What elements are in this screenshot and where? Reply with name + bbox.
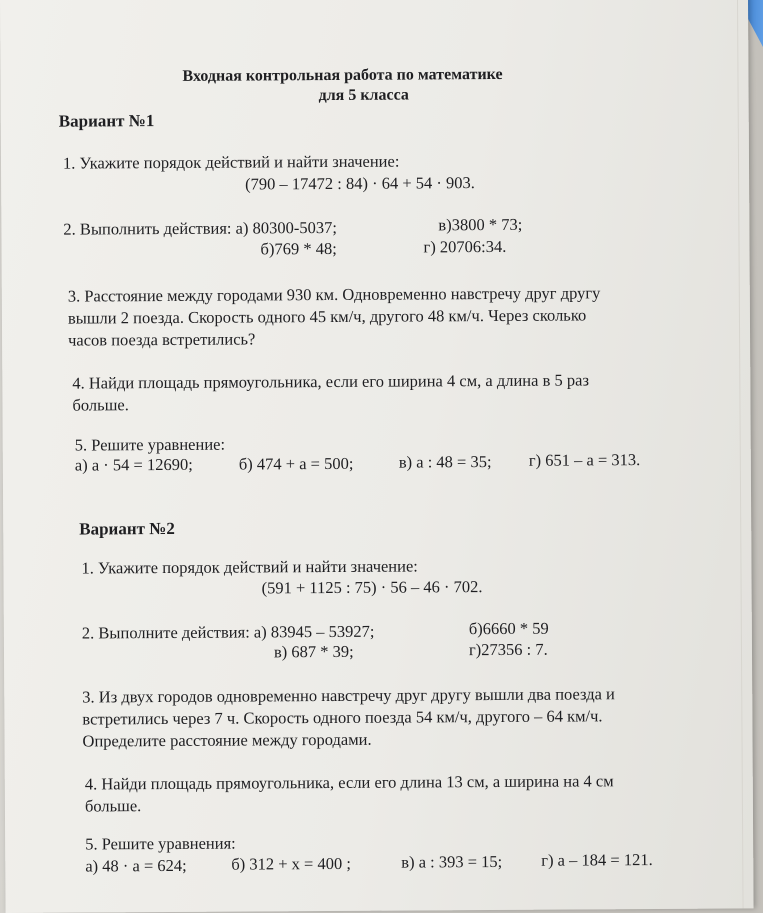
v2-q4-line2: больше. (84, 796, 142, 816)
v2-q5-a: а) 48 · а = 624; (85, 855, 187, 876)
v1-q5-b: б) 474 + а = 500; (238, 453, 354, 474)
v1-q5-v: в) а : 48 = 35; (398, 452, 492, 472)
v1-q2-b: б)769 * 48; (260, 238, 337, 259)
v2-q5-v: в) а : 393 = 15; (401, 851, 503, 872)
v2-q2-text: 2. Выполните действия: а) 83945 – 53927; (81, 621, 375, 643)
v2-q5-text: 5. Решите уравнения: (85, 833, 236, 854)
v1-q4-line2: больше. (72, 395, 129, 415)
page-subtitle: для 5 класса (318, 86, 409, 105)
v2-q1-expression: (591 + 1125 : 75) · 56 – 46 · 702. (261, 577, 483, 598)
variant-1-heading: Вариант №1 (58, 111, 155, 131)
v2-q2-v: в) 687 * 39; (273, 641, 354, 662)
v2-q2-g: г)27356 : 7. (468, 639, 548, 660)
v2-q2-b: б)6660 * 59 (468, 618, 549, 639)
v2-q3-line1: 3. Из двух городов одновременно навстречу друг другу вышли два поезда и (82, 684, 615, 707)
v1-q1-text: 1. Укажите порядок действий и найти значение: (62, 151, 400, 173)
v2-q1-text: 1. Укажите порядок действий и найти значение: (81, 556, 418, 578)
v1-q2-v: в)3800 * 73; (438, 214, 523, 235)
v1-q4-line1: 4. Найди площадь прямоугольника, если его ширина 4 см, а длина в 5 раз (72, 370, 589, 393)
v1-q3-line1: 3. Расстояние между городами 930 км. Одновременно навстречу друг другу (67, 283, 601, 306)
v2-q3-line3: Определите расстояние между городами. (82, 729, 372, 751)
variant-2-heading: Вариант №2 (79, 518, 175, 539)
page-title: Входная контрольная работа по математике (182, 65, 503, 85)
v1-q3-line2: вышли 2 поезда. Скорость одного 45 км/ч, другого 48 км/ч. Через сколько (67, 305, 587, 328)
v1-q1-expression: (790 – 17472 : 84) · 64 + 54 · 903. (245, 173, 475, 194)
v1-q3-line3: часов поезда встретились? (68, 329, 256, 350)
v1-q5-g: г) 651 – а = 313. (528, 450, 641, 470)
v2-q4-line1: 4. Найди площадь прямоугольника, если его длина 13 см, а ширина на 4 см (84, 771, 614, 794)
v1-q2-text: 2. Выполнить действия: а) 80300-5037; (63, 217, 337, 239)
v2-q5-b: б) 312 + x = 400 ; (231, 853, 351, 874)
page-edge (737, 0, 744, 908)
v2-q5-g: г) а – 184 = 121. (541, 850, 653, 870)
v1-q2-g: г) 20706:34. (423, 236, 507, 257)
v2-q3-line2: встретились через 7 ч. Скорость одного поезда 54 км/ч, другого – 64 км/ч. (82, 706, 603, 729)
v1-q5-a: а) а · 54 = 12690; (74, 454, 193, 475)
v1-q5-text: 5. Решите уравнение: (74, 434, 226, 455)
